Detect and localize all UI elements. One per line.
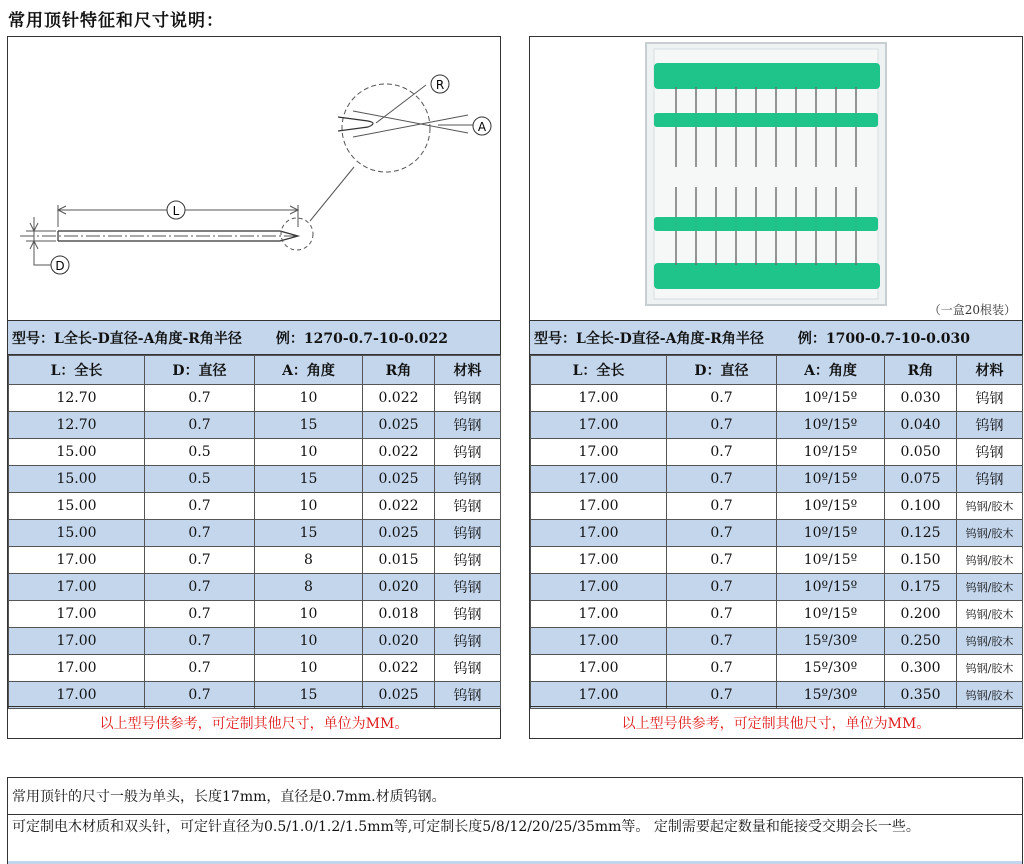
cell-angle: 10 [255,385,363,412]
cell-r-corner: 0.125 [885,520,957,547]
cell-diameter: 0.7 [667,601,777,628]
cell-length: 17.00 [531,412,667,439]
table-row [531,439,1023,466]
cell-material: 钨钢 [435,574,501,601]
table-header-row [531,356,1023,385]
cell-diameter: 0.7 [145,520,255,547]
cell-angle: 10 [255,439,363,466]
table-row [531,493,1023,520]
cell-r-corner: 0.030 [885,385,957,412]
cell-diameter: 0.7 [667,385,777,412]
standard-size-note: 常用顶针的尺寸一般为单头，长度17mm，直径是0.7mm.材质钨钢。 [8,778,1022,815]
label-a: A [477,120,487,134]
cell-length: 12.70 [9,385,145,412]
cell-r-corner: 0.175 [885,574,957,601]
cell-diameter: 0.7 [145,655,255,682]
cell-material: 钨钢/胶木 [957,682,1023,709]
cell-length: 17.00 [531,655,667,682]
cell-angle: 15º/30º [777,628,885,655]
cell-material: 钨钢/胶木 [957,628,1023,655]
cell-diameter: 0.7 [145,547,255,574]
reference-note: 以上型号供参考，可定制其他尺寸，单位为MM。 [530,706,1022,739]
cell-r-corner: 0.025 [363,412,435,439]
cell-material: 钨钢 [435,439,501,466]
cell-r-corner: 0.075 [885,466,957,493]
cell-material: 钨钢 [435,520,501,547]
model-format: 型号：L全长-D直径-A角度-R角半径 [12,330,242,347]
cell-material: 钨钢 [435,547,501,574]
cell-angle: 15 [255,520,363,547]
header-length: L：全长 [9,356,145,385]
cell-r-corner: 0.022 [363,439,435,466]
cell-r-corner: 0.350 [885,682,957,709]
cell-angle: 10º/15º [777,493,885,520]
header-material: 材料 [435,356,501,385]
cell-length: 17.00 [9,655,145,682]
table-row [531,385,1023,412]
cell-angle: 10º/15º [777,466,885,493]
cell-r-corner: 0.022 [363,385,435,412]
table-row [531,574,1023,601]
table-row [531,466,1023,493]
table-row [9,520,501,547]
customization-note: 可定制电木材质和双头针，可定针直径为0.5/1.0/1.2/1.5mm等,可定制长度5/8/12/20/25/35mm等。 定制需要起定数量和能接受交期会长一些。 [12,819,920,835]
bottom-notes [7,777,1023,864]
cell-material: 钨钢/胶木 [957,547,1023,574]
label-r: R [435,78,445,92]
cell-r-corner: 0.025 [363,466,435,493]
cell-angle: 8 [255,547,363,574]
header-r-corner: R角 [885,356,957,385]
cell-r-corner: 0.020 [363,574,435,601]
cell-material: 钨钢/胶木 [957,493,1023,520]
cell-r-corner: 0.250 [885,628,957,655]
table-row [531,520,1023,547]
cell-r-corner: 0.018 [363,601,435,628]
cell-length: 17.00 [531,493,667,520]
cell-diameter: 0.7 [667,412,777,439]
cell-length: 15.00 [9,520,145,547]
table-row [9,412,501,439]
right-spec-panel [529,36,1023,739]
box-quantity-caption: （一盒20根装） [928,303,1016,317]
table-row [531,655,1023,682]
cell-diameter: 0.7 [145,628,255,655]
cell-diameter: 0.7 [667,466,777,493]
cell-diameter: 0.7 [667,628,777,655]
cell-length: 17.00 [9,547,145,574]
cell-material: 钨钢 [435,682,501,709]
cell-angle: 10º/15º [777,574,885,601]
cell-material: 钨钢 [957,412,1023,439]
cell-length: 17.00 [531,628,667,655]
table-row [9,385,501,412]
model-format-line [8,320,500,355]
cell-angle: 10º/15º [777,412,885,439]
cell-r-corner: 0.150 [885,547,957,574]
cell-material: 钨钢/胶木 [957,520,1023,547]
cell-angle: 15 [255,466,363,493]
cell-length: 17.00 [531,682,667,709]
table-row [9,439,501,466]
page-title: 常用顶针特征和尺寸说明： [8,11,224,31]
label-l: L [172,204,180,218]
header-diameter: D：直径 [667,356,777,385]
cell-diameter: 0.7 [667,439,777,466]
cell-length: 17.00 [9,574,145,601]
cell-diameter: 0.7 [145,601,255,628]
cell-diameter: 0.7 [667,547,777,574]
table-row [531,628,1023,655]
model-example: 例：1270-0.7-10-0.022 [275,330,448,347]
cell-length: 17.00 [531,601,667,628]
ejector-pin-box-illustration [530,37,1022,320]
cell-angle: 10º/15º [777,547,885,574]
table-row [9,655,501,682]
label-d: D [55,259,65,273]
cell-material: 钨钢 [435,601,501,628]
cell-diameter: 0.7 [145,574,255,601]
table-row [531,547,1023,574]
table-row [531,601,1023,628]
model-format: 型号：L全长-D直径-A角度-R角半径 [534,330,764,347]
table-row [531,682,1023,709]
cell-diameter: 0.5 [145,439,255,466]
header-r-corner: R角 [363,356,435,385]
cell-r-corner: 0.100 [885,493,957,520]
cell-material: 钨钢/胶木 [957,574,1023,601]
cell-r-corner: 0.300 [885,655,957,682]
cell-diameter: 0.7 [145,682,255,709]
table-row [9,547,501,574]
cell-diameter: 0.7 [667,574,777,601]
cell-length: 17.00 [531,466,667,493]
cell-length: 17.00 [9,682,145,709]
cell-material: 钨钢 [957,439,1023,466]
cell-length: 15.00 [9,493,145,520]
needle-diagram [8,37,500,320]
cell-length: 17.00 [531,385,667,412]
cell-material: 钨钢 [435,385,501,412]
cell-angle: 10 [255,628,363,655]
cell-r-corner: 0.050 [885,439,957,466]
cell-material: 钨钢/胶木 [957,655,1023,682]
table-row [9,574,501,601]
cell-angle: 10º/15º [777,439,885,466]
cell-angle: 10 [255,655,363,682]
header-diameter: D：直径 [145,356,255,385]
cell-diameter: 0.7 [145,412,255,439]
cell-angle: 15 [255,412,363,439]
cell-angle: 10 [255,601,363,628]
cell-angle: 15º/30º [777,682,885,709]
cell-diameter: 0.7 [667,493,777,520]
cell-r-corner: 0.020 [363,628,435,655]
cell-diameter: 0.7 [145,385,255,412]
cell-length: 12.70 [9,412,145,439]
cell-length: 17.00 [9,601,145,628]
cell-length: 17.00 [531,439,667,466]
cell-diameter: 0.7 [145,493,255,520]
model-example: 例：1700-0.7-10-0.030 [797,330,970,347]
cell-material: 钨钢/胶木 [957,601,1023,628]
cell-length: 17.00 [531,574,667,601]
cell-material: 钨钢 [435,655,501,682]
cell-angle: 10º/15º [777,520,885,547]
cell-material: 钨钢 [435,628,501,655]
cell-length: 15.00 [9,439,145,466]
table-row [9,493,501,520]
cell-r-corner: 0.025 [363,682,435,709]
cell-r-corner: 0.025 [363,520,435,547]
table-row [9,628,501,655]
cell-r-corner: 0.040 [885,412,957,439]
cell-material: 钨钢 [435,412,501,439]
left-spec-panel [7,36,501,739]
header-angle: A：角度 [255,356,363,385]
needle-diagram-svg [8,37,500,320]
cell-diameter: 0.7 [667,520,777,547]
cell-length: 17.00 [531,547,667,574]
cell-material: 钨钢 [435,466,501,493]
cell-diameter: 0.7 [667,655,777,682]
cell-angle: 15º/30º [777,655,885,682]
header-material: 材料 [957,356,1023,385]
header-length: L：全长 [531,356,667,385]
table-row [9,466,501,493]
cell-material: 钨钢 [957,385,1023,412]
table-row [9,601,501,628]
table-header-row [9,356,501,385]
cell-material: 钨钢 [957,466,1023,493]
model-format-line [530,320,1022,355]
cell-angle: 10 [255,493,363,520]
cell-r-corner: 0.022 [363,493,435,520]
header-angle: A：角度 [777,356,885,385]
left-spec-table [8,355,501,709]
cell-length: 17.00 [9,628,145,655]
table-row [531,412,1023,439]
table-row [9,682,501,709]
cell-angle: 15 [255,682,363,709]
cell-angle: 8 [255,574,363,601]
right-spec-table [530,355,1023,709]
cell-angle: 10º/15º [777,385,885,412]
cell-angle: 10º/15º [777,601,885,628]
cell-length: 17.00 [531,520,667,547]
cell-r-corner: 0.022 [363,655,435,682]
reference-note: 以上型号供参考，可定制其他尺寸，单位为MM。 [8,706,500,739]
product-photo [530,37,1022,320]
cell-r-corner: 0.015 [363,547,435,574]
cell-length: 15.00 [9,466,145,493]
cell-material: 钨钢 [435,493,501,520]
cell-diameter: 0.7 [667,682,777,709]
cell-r-corner: 0.200 [885,601,957,628]
cell-diameter: 0.5 [145,466,255,493]
